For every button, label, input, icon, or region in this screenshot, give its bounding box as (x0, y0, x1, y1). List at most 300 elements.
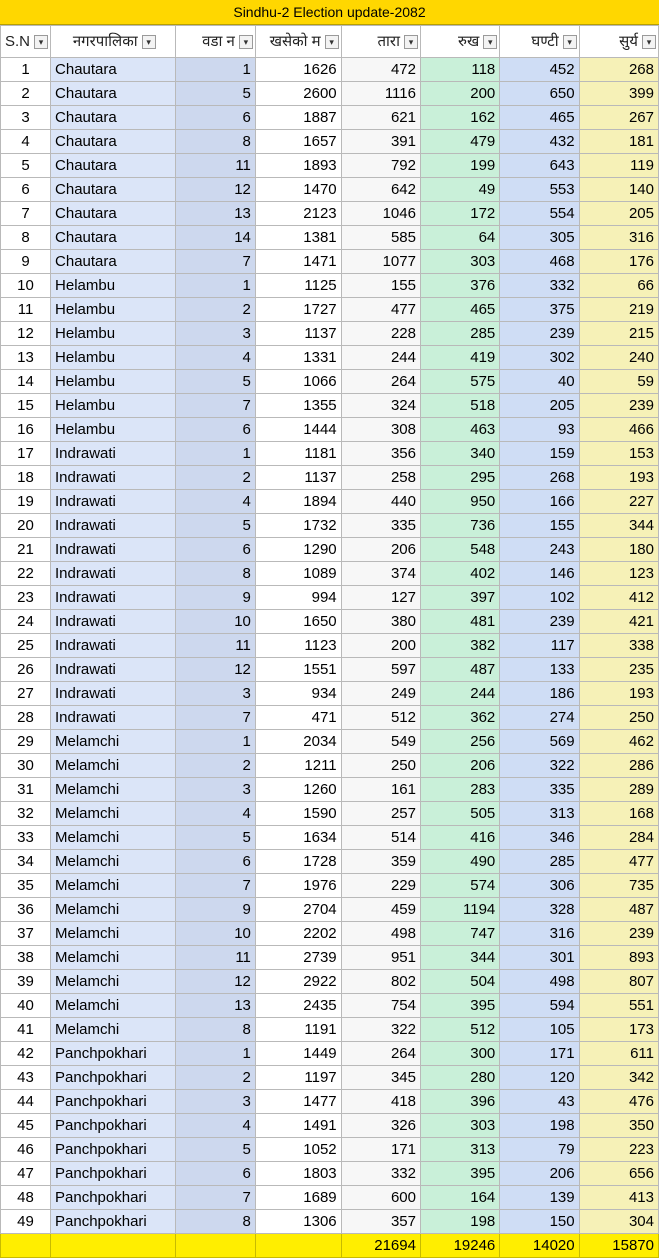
cell-tara[interactable]: 155 (341, 274, 420, 298)
cell-tara[interactable]: 324 (341, 394, 420, 418)
cell-municipality[interactable]: Chautara (51, 154, 176, 178)
cell-ward-no[interactable]: 7 (176, 706, 255, 730)
cell-votes-cast[interactable]: 1727 (255, 298, 341, 322)
cell-surya[interactable]: 316 (579, 226, 658, 250)
cell-ward-no[interactable]: 1 (176, 1042, 255, 1066)
cell-votes-cast[interactable]: 1137 (255, 322, 341, 346)
cell-tara[interactable]: 250 (341, 754, 420, 778)
cell-rukh[interactable]: 518 (420, 394, 499, 418)
cell-municipality[interactable]: Helambu (51, 322, 176, 346)
cell-ward-no[interactable]: 6 (176, 850, 255, 874)
cell-ghanti[interactable]: 198 (500, 1114, 579, 1138)
cell-tara[interactable]: 322 (341, 1018, 420, 1042)
cell-tara[interactable]: 792 (341, 154, 420, 178)
sort-filter-icon[interactable]: ▾ (142, 35, 156, 49)
cell-votes-cast[interactable]: 1803 (255, 1162, 341, 1186)
cell-ward-no[interactable]: 3 (176, 1090, 255, 1114)
cell-municipality[interactable]: Chautara (51, 58, 176, 82)
cell-rukh[interactable]: 164 (420, 1186, 499, 1210)
cell-sn[interactable]: 41 (1, 1018, 51, 1042)
cell-municipality[interactable]: Chautara (51, 202, 176, 226)
cell-ghanti[interactable]: 133 (500, 658, 579, 682)
cell-municipality[interactable]: Melamchi (51, 850, 176, 874)
cell-rukh[interactable]: 487 (420, 658, 499, 682)
cell-ghanti[interactable]: 313 (500, 802, 579, 826)
cell-rukh[interactable]: 283 (420, 778, 499, 802)
cell-rukh[interactable]: 402 (420, 562, 499, 586)
cell-municipality[interactable]: Panchpokhari (51, 1162, 176, 1186)
cell-municipality[interactable]: Indrawati (51, 442, 176, 466)
cell-ghanti[interactable]: 594 (500, 994, 579, 1018)
cell-sn[interactable]: 37 (1, 922, 51, 946)
total-ghanti[interactable]: 14020 (500, 1234, 579, 1258)
cell-votes-cast[interactable]: 1471 (255, 250, 341, 274)
cell-municipality[interactable]: Melamchi (51, 946, 176, 970)
cell-tara[interactable]: 258 (341, 466, 420, 490)
cell-tara[interactable]: 171 (341, 1138, 420, 1162)
cell-votes-cast[interactable]: 1894 (255, 490, 341, 514)
cell-sn[interactable]: 19 (1, 490, 51, 514)
cell-sn[interactable]: 20 (1, 514, 51, 538)
cell-votes-cast[interactable]: 1650 (255, 610, 341, 634)
cell-municipality[interactable]: Melamchi (51, 826, 176, 850)
header-votes-cast[interactable] (255, 26, 341, 58)
cell-tara[interactable]: 391 (341, 130, 420, 154)
total-rukh[interactable]: 19246 (420, 1234, 499, 1258)
cell-sn[interactable]: 8 (1, 226, 51, 250)
cell-ghanti[interactable]: 206 (500, 1162, 579, 1186)
cell-ghanti[interactable]: 452 (500, 58, 579, 82)
cell-ward-no[interactable]: 4 (176, 346, 255, 370)
cell-rukh[interactable]: 736 (420, 514, 499, 538)
cell-votes-cast[interactable]: 1732 (255, 514, 341, 538)
cell-municipality[interactable]: Indrawati (51, 610, 176, 634)
cell-municipality[interactable]: Indrawati (51, 682, 176, 706)
cell-ward-no[interactable]: 12 (176, 970, 255, 994)
cell-tara[interactable]: 161 (341, 778, 420, 802)
cell-sn[interactable]: 22 (1, 562, 51, 586)
cell-municipality[interactable]: Melamchi (51, 754, 176, 778)
cell-municipality[interactable]: Panchpokhari (51, 1090, 176, 1114)
cell-votes-cast[interactable]: 1125 (255, 274, 341, 298)
cell-rukh[interactable]: 419 (420, 346, 499, 370)
cell-votes-cast[interactable]: 1590 (255, 802, 341, 826)
cell-rukh[interactable]: 575 (420, 370, 499, 394)
cell-ghanti[interactable]: 205 (500, 394, 579, 418)
cell-surya[interactable]: 289 (579, 778, 658, 802)
cell-tara[interactable]: 264 (341, 1042, 420, 1066)
cell-tara[interactable]: 264 (341, 370, 420, 394)
cell-ward-no[interactable]: 12 (176, 658, 255, 682)
cell-rukh[interactable]: 376 (420, 274, 499, 298)
cell-municipality[interactable]: Indrawati (51, 514, 176, 538)
cell-votes-cast[interactable]: 2600 (255, 82, 341, 106)
cell-ghanti[interactable]: 43 (500, 1090, 579, 1114)
cell-municipality[interactable]: Melamchi (51, 874, 176, 898)
cell-municipality[interactable]: Indrawati (51, 634, 176, 658)
cell-sn[interactable]: 11 (1, 298, 51, 322)
cell-tara[interactable]: 359 (341, 850, 420, 874)
cell-surya[interactable]: 181 (579, 130, 658, 154)
cell-votes-cast[interactable]: 1887 (255, 106, 341, 130)
cell-sn[interactable]: 49 (1, 1210, 51, 1234)
cell-votes-cast[interactable]: 1689 (255, 1186, 341, 1210)
cell-ward-no[interactable]: 4 (176, 490, 255, 514)
cell-tara[interactable]: 1116 (341, 82, 420, 106)
cell-municipality[interactable]: Melamchi (51, 1018, 176, 1042)
cell-ward-no[interactable]: 6 (176, 418, 255, 442)
cell-sn[interactable]: 35 (1, 874, 51, 898)
cell-sn[interactable]: 28 (1, 706, 51, 730)
cell-ghanti[interactable]: 274 (500, 706, 579, 730)
cell-votes-cast[interactable]: 2202 (255, 922, 341, 946)
cell-sn[interactable]: 30 (1, 754, 51, 778)
cell-surya[interactable]: 338 (579, 634, 658, 658)
cell-sn[interactable]: 33 (1, 826, 51, 850)
cell-ward-no[interactable]: 5 (176, 370, 255, 394)
cell-ward-no[interactable]: 5 (176, 514, 255, 538)
dropdown-icon[interactable]: ▾ (483, 35, 497, 49)
cell-tara[interactable]: 642 (341, 178, 420, 202)
cell-ward-no[interactable]: 4 (176, 1114, 255, 1138)
cell-municipality[interactable]: Panchpokhari (51, 1138, 176, 1162)
cell-tara[interactable]: 345 (341, 1066, 420, 1090)
cell-votes-cast[interactable]: 1551 (255, 658, 341, 682)
cell-votes-cast[interactable]: 1123 (255, 634, 341, 658)
cell-tara[interactable]: 512 (341, 706, 420, 730)
cell-surya[interactable]: 193 (579, 466, 658, 490)
cell-municipality[interactable]: Indrawati (51, 562, 176, 586)
cell-sn[interactable]: 44 (1, 1090, 51, 1114)
cell-votes-cast[interactable]: 1381 (255, 226, 341, 250)
cell-ghanti[interactable]: 40 (500, 370, 579, 394)
cell-votes-cast[interactable]: 2034 (255, 730, 341, 754)
cell-tara[interactable]: 621 (341, 106, 420, 130)
cell-rukh[interactable]: 280 (420, 1066, 499, 1090)
cell-ghanti[interactable]: 186 (500, 682, 579, 706)
cell-sn[interactable]: 42 (1, 1042, 51, 1066)
cell-ward-no[interactable]: 3 (176, 778, 255, 802)
cell-tara[interactable]: 374 (341, 562, 420, 586)
cell-municipality[interactable]: Chautara (51, 130, 176, 154)
cell-ward-no[interactable]: 5 (176, 82, 255, 106)
cell-sn[interactable]: 15 (1, 394, 51, 418)
cell-ward-no[interactable]: 14 (176, 226, 255, 250)
cell-surya[interactable]: 421 (579, 610, 658, 634)
cell-rukh[interactable]: 49 (420, 178, 499, 202)
cell-tara[interactable]: 308 (341, 418, 420, 442)
cell-municipality[interactable]: Melamchi (51, 922, 176, 946)
cell-ghanti[interactable]: 316 (500, 922, 579, 946)
cell-ghanti[interactable]: 643 (500, 154, 579, 178)
cell-ward-no[interactable]: 6 (176, 106, 255, 130)
cell-rukh[interactable]: 504 (420, 970, 499, 994)
cell-rukh[interactable]: 303 (420, 1114, 499, 1138)
dropdown-icon[interactable]: ▾ (34, 35, 48, 49)
cell-surya[interactable]: 893 (579, 946, 658, 970)
cell-ward-no[interactable]: 6 (176, 1162, 255, 1186)
cell-tara[interactable]: 332 (341, 1162, 420, 1186)
cell-rukh[interactable]: 118 (420, 58, 499, 82)
cell-municipality[interactable]: Chautara (51, 250, 176, 274)
cell-municipality[interactable]: Melamchi (51, 802, 176, 826)
cell-votes-cast[interactable]: 934 (255, 682, 341, 706)
cell-municipality[interactable]: Melamchi (51, 970, 176, 994)
cell-ward-no[interactable]: 8 (176, 562, 255, 586)
cell-sn[interactable]: 4 (1, 130, 51, 154)
cell-tara[interactable]: 600 (341, 1186, 420, 1210)
cell-ward-no[interactable]: 7 (176, 1186, 255, 1210)
cell-surya[interactable]: 267 (579, 106, 658, 130)
cell-ghanti[interactable]: 335 (500, 778, 579, 802)
cell-votes-cast[interactable]: 1449 (255, 1042, 341, 1066)
cell-ward-no[interactable]: 10 (176, 610, 255, 634)
cell-tara[interactable]: 200 (341, 634, 420, 658)
cell-municipality[interactable]: Panchpokhari (51, 1066, 176, 1090)
header-ward-no[interactable] (176, 26, 255, 58)
cell-rukh[interactable]: 382 (420, 634, 499, 658)
cell-votes-cast[interactable]: 1355 (255, 394, 341, 418)
cell-rukh[interactable]: 1194 (420, 898, 499, 922)
cell-surya[interactable]: 476 (579, 1090, 658, 1114)
cell-votes-cast[interactable]: 1477 (255, 1090, 341, 1114)
cell-rukh[interactable]: 395 (420, 1162, 499, 1186)
cell-ward-no[interactable]: 8 (176, 1210, 255, 1234)
cell-surya[interactable]: 168 (579, 802, 658, 826)
cell-municipality[interactable]: Melamchi (51, 994, 176, 1018)
cell-municipality[interactable]: Helambu (51, 418, 176, 442)
cell-surya[interactable]: 219 (579, 298, 658, 322)
cell-tara[interactable]: 440 (341, 490, 420, 514)
cell-votes-cast[interactable]: 1976 (255, 874, 341, 898)
total-tara[interactable]: 21694 (341, 1234, 420, 1258)
cell-ward-no[interactable]: 11 (176, 634, 255, 658)
cell-tara[interactable]: 498 (341, 922, 420, 946)
cell-ward-no[interactable]: 12 (176, 178, 255, 202)
cell-ghanti[interactable]: 146 (500, 562, 579, 586)
cell-ghanti[interactable]: 650 (500, 82, 579, 106)
cell-ghanti[interactable]: 117 (500, 634, 579, 658)
cell-votes-cast[interactable]: 1197 (255, 1066, 341, 1090)
cell-municipality[interactable]: Indrawati (51, 490, 176, 514)
cell-votes-cast[interactable]: 1191 (255, 1018, 341, 1042)
header-ghanti[interactable] (500, 26, 579, 58)
dropdown-icon[interactable]: ▾ (563, 35, 577, 49)
cell-tara[interactable]: 585 (341, 226, 420, 250)
cell-sn[interactable]: 12 (1, 322, 51, 346)
cell-ghanti[interactable]: 120 (500, 1066, 579, 1090)
cell-rukh[interactable]: 256 (420, 730, 499, 754)
cell-ward-no[interactable]: 8 (176, 1018, 255, 1042)
cell-tara[interactable]: 1046 (341, 202, 420, 226)
cell-rukh[interactable]: 463 (420, 418, 499, 442)
cell-votes-cast[interactable]: 471 (255, 706, 341, 730)
cell-votes-cast[interactable]: 1470 (255, 178, 341, 202)
cell-sn[interactable]: 21 (1, 538, 51, 562)
cell-rukh[interactable]: 512 (420, 1018, 499, 1042)
cell-tara[interactable]: 249 (341, 682, 420, 706)
cell-votes-cast[interactable]: 2704 (255, 898, 341, 922)
cell-rukh[interactable]: 747 (420, 922, 499, 946)
cell-tara[interactable]: 951 (341, 946, 420, 970)
cell-sn[interactable]: 26 (1, 658, 51, 682)
cell-surya[interactable]: 807 (579, 970, 658, 994)
cell-votes-cast[interactable]: 1657 (255, 130, 341, 154)
cell-ward-no[interactable]: 1 (176, 442, 255, 466)
cell-ward-no[interactable]: 13 (176, 202, 255, 226)
cell-rukh[interactable]: 285 (420, 322, 499, 346)
cell-ward-no[interactable]: 2 (176, 754, 255, 778)
cell-tara[interactable]: 802 (341, 970, 420, 994)
cell-ward-no[interactable]: 2 (176, 1066, 255, 1090)
cell-surya[interactable]: 140 (579, 178, 658, 202)
cell-ghanti[interactable]: 102 (500, 586, 579, 610)
cell-surya[interactable]: 413 (579, 1186, 658, 1210)
cell-ward-no[interactable]: 1 (176, 730, 255, 754)
cell-tara[interactable]: 1077 (341, 250, 420, 274)
cell-ghanti[interactable]: 243 (500, 538, 579, 562)
cell-ward-no[interactable]: 11 (176, 946, 255, 970)
cell-sn[interactable]: 40 (1, 994, 51, 1018)
cell-municipality[interactable]: Helambu (51, 370, 176, 394)
cell-ward-no[interactable]: 2 (176, 466, 255, 490)
cell-rukh[interactable]: 172 (420, 202, 499, 226)
cell-rukh[interactable]: 313 (420, 1138, 499, 1162)
header-sn[interactable] (1, 26, 51, 58)
cell-votes-cast[interactable]: 1306 (255, 1210, 341, 1234)
cell-rukh[interactable]: 362 (420, 706, 499, 730)
cell-sn[interactable]: 13 (1, 346, 51, 370)
cell-sn[interactable]: 16 (1, 418, 51, 442)
cell-ghanti[interactable]: 305 (500, 226, 579, 250)
cell-ward-no[interactable]: 9 (176, 898, 255, 922)
cell-ward-no[interactable]: 3 (176, 682, 255, 706)
cell-sn[interactable]: 9 (1, 250, 51, 274)
cell-rukh[interactable]: 295 (420, 466, 499, 490)
cell-rukh[interactable]: 950 (420, 490, 499, 514)
cell-surya[interactable]: 176 (579, 250, 658, 274)
cell-tara[interactable]: 257 (341, 802, 420, 826)
cell-tara[interactable]: 477 (341, 298, 420, 322)
cell-municipality[interactable]: Panchpokhari (51, 1186, 176, 1210)
cell-ward-no[interactable]: 9 (176, 586, 255, 610)
cell-ghanti[interactable]: 239 (500, 610, 579, 634)
cell-ghanti[interactable]: 79 (500, 1138, 579, 1162)
cell-tara[interactable]: 326 (341, 1114, 420, 1138)
cell-ghanti[interactable]: 346 (500, 826, 579, 850)
cell-surya[interactable]: 487 (579, 898, 658, 922)
cell-ward-no[interactable]: 7 (176, 874, 255, 898)
cell-votes-cast[interactable]: 1181 (255, 442, 341, 466)
cell-tara[interactable]: 380 (341, 610, 420, 634)
cell-votes-cast[interactable]: 1444 (255, 418, 341, 442)
cell-surya[interactable]: 227 (579, 490, 658, 514)
cell-ghanti[interactable]: 569 (500, 730, 579, 754)
cell-votes-cast[interactable]: 1137 (255, 466, 341, 490)
cell-tara[interactable]: 244 (341, 346, 420, 370)
cell-ghanti[interactable]: 302 (500, 346, 579, 370)
dropdown-icon[interactable]: ▾ (325, 35, 339, 49)
cell-rukh[interactable]: 199 (420, 154, 499, 178)
cell-rukh[interactable]: 397 (420, 586, 499, 610)
cell-sn[interactable]: 27 (1, 682, 51, 706)
cell-ward-no[interactable]: 7 (176, 394, 255, 418)
cell-ghanti[interactable]: 285 (500, 850, 579, 874)
cell-surya[interactable]: 344 (579, 514, 658, 538)
cell-votes-cast[interactable]: 1066 (255, 370, 341, 394)
cell-tara[interactable]: 459 (341, 898, 420, 922)
cell-votes-cast[interactable]: 1290 (255, 538, 341, 562)
dropdown-icon[interactable]: ▾ (642, 35, 656, 49)
cell-surya[interactable]: 240 (579, 346, 658, 370)
cell-surya[interactable]: 205 (579, 202, 658, 226)
cell-tara[interactable]: 335 (341, 514, 420, 538)
cell-tara[interactable]: 549 (341, 730, 420, 754)
cell-ghanti[interactable]: 155 (500, 514, 579, 538)
cell-sn[interactable]: 38 (1, 946, 51, 970)
cell-sn[interactable]: 47 (1, 1162, 51, 1186)
cell-sn[interactable]: 3 (1, 106, 51, 130)
cell-surya[interactable]: 735 (579, 874, 658, 898)
cell-ward-no[interactable]: 3 (176, 322, 255, 346)
cell-surya[interactable]: 59 (579, 370, 658, 394)
cell-votes-cast[interactable]: 1634 (255, 826, 341, 850)
cell-ghanti[interactable]: 105 (500, 1018, 579, 1042)
cell-municipality[interactable]: Indrawati (51, 706, 176, 730)
cell-municipality[interactable]: Helambu (51, 298, 176, 322)
dropdown-icon[interactable]: ▾ (239, 35, 253, 49)
cell-ghanti[interactable]: 332 (500, 274, 579, 298)
cell-municipality[interactable]: Indrawati (51, 466, 176, 490)
cell-tara[interactable]: 472 (341, 58, 420, 82)
cell-rukh[interactable]: 416 (420, 826, 499, 850)
cell-ward-no[interactable]: 10 (176, 922, 255, 946)
cell-tara[interactable]: 597 (341, 658, 420, 682)
cell-municipality[interactable]: Chautara (51, 178, 176, 202)
cell-tara[interactable]: 228 (341, 322, 420, 346)
cell-ghanti[interactable]: 498 (500, 970, 579, 994)
cell-surya[interactable]: 250 (579, 706, 658, 730)
cell-ghanti[interactable]: 301 (500, 946, 579, 970)
cell-surya[interactable]: 412 (579, 586, 658, 610)
cell-ghanti[interactable]: 432 (500, 130, 579, 154)
cell-municipality[interactable]: Indrawati (51, 538, 176, 562)
cell-surya[interactable]: 193 (579, 682, 658, 706)
cell-votes-cast[interactable]: 2739 (255, 946, 341, 970)
cell-votes-cast[interactable]: 1211 (255, 754, 341, 778)
cell-ward-no[interactable]: 5 (176, 826, 255, 850)
cell-votes-cast[interactable]: 1728 (255, 850, 341, 874)
cell-rukh[interactable]: 548 (420, 538, 499, 562)
cell-municipality[interactable]: Melamchi (51, 730, 176, 754)
cell-sn[interactable]: 7 (1, 202, 51, 226)
cell-rukh[interactable]: 505 (420, 802, 499, 826)
cell-rukh[interactable]: 206 (420, 754, 499, 778)
cell-surya[interactable]: 286 (579, 754, 658, 778)
cell-sn[interactable]: 31 (1, 778, 51, 802)
cell-rukh[interactable]: 300 (420, 1042, 499, 1066)
cell-votes-cast[interactable]: 1893 (255, 154, 341, 178)
cell-surya[interactable]: 173 (579, 1018, 658, 1042)
cell-ward-no[interactable]: 2 (176, 298, 255, 322)
cell-rukh[interactable]: 479 (420, 130, 499, 154)
cell-votes-cast[interactable]: 1331 (255, 346, 341, 370)
cell-ghanti[interactable]: 306 (500, 874, 579, 898)
dropdown-icon[interactable]: ▾ (404, 35, 418, 49)
cell-ward-no[interactable]: 11 (176, 154, 255, 178)
cell-tara[interactable]: 754 (341, 994, 420, 1018)
cell-rukh[interactable]: 303 (420, 250, 499, 274)
